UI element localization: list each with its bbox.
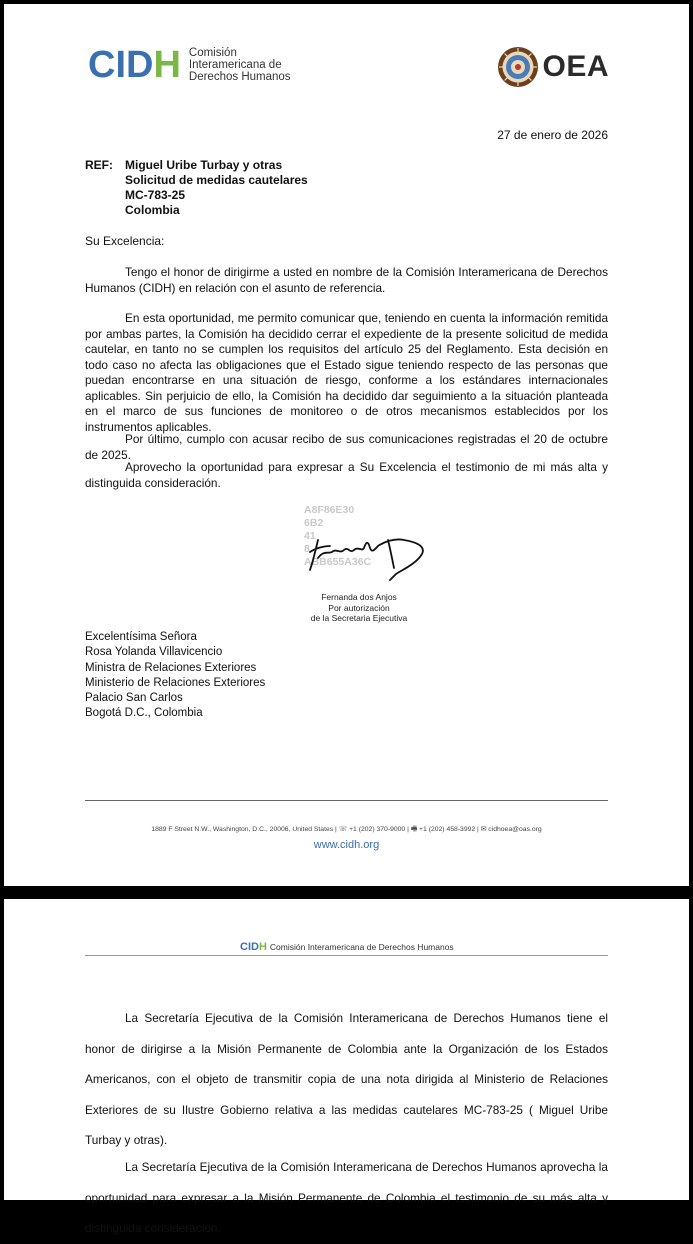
- cidh-logo-name-line: Interamericana de: [188, 59, 282, 71]
- cidh-logo-mark: CIDH: [88, 44, 181, 86]
- signature-hash-line: 41: [304, 530, 316, 542]
- letter-page-1: [4, 4, 689, 886]
- body-paragraph: Por último, cumplo con acusar recibo de sus comunicaciones registradas el 20 de octubre de 2025.: [85, 432, 608, 462]
- reference-line: MC-783-25: [125, 188, 186, 202]
- oea-logo-text: OEA: [542, 50, 609, 83]
- page2-header: [240, 941, 454, 953]
- reference-label: REF:: [85, 158, 113, 172]
- note-paragraph: La Secretaría Ejecutiva de la Comisión Interamericana de Derechos Humanos tiene el honor de dirigirse a la Misión Permanente de Colombia ante la Organización de los Estados Americanos, con el objeto de transmitir copia de una nota dirigida al Ministerio de Relaciones Exteriores de su Ilustre Gobierno relativa a las medidas cautelares MC-783-25 ( Miguel Uribe Turbay y otras).: [85, 1011, 608, 1147]
- reference-line: Miguel Uribe Turbay y otras: [125, 158, 283, 172]
- addressee-line: Rosa Yolanda Villavicencio: [85, 646, 223, 659]
- signer-name: Fernanda dos Anjos: [321, 592, 397, 602]
- addressee-line: Excelentísima Señora: [85, 631, 197, 643]
- reference-line: Solicitud de medidas cautelares: [125, 173, 308, 187]
- addressee-block: [85, 630, 265, 722]
- letter-date: 27 de enero de 2026: [497, 128, 608, 142]
- cidh-logo-mark-small: CIDH: [240, 941, 267, 953]
- salutation: Su Excelencia:: [85, 234, 165, 248]
- cidh-logo-name-line: Comisión: [188, 47, 237, 59]
- signature-caption: [294, 592, 424, 624]
- footer-divider: [85, 800, 608, 801]
- body-paragraph: Tengo el honor de dirigirme a usted en nombre de la Comisión Interamericana de Derechos Humanos (CIDH) en relación con el asunto de referencia.: [85, 265, 608, 295]
- body-paragraph: Aprovecho la oportunidad para expresar a Su Excelencia el testimonio de mi más alta y distinguida consideración.: [85, 460, 608, 490]
- signature-hash-line: 8: [304, 543, 310, 555]
- addressee-line: Ministerio de Relaciones Exteriores: [85, 676, 266, 689]
- body-paragraph: En esta oportunidad, me permito comunicar que, teniendo en cuenta la información remitida por ambas partes, la Comisión ha decidido cerrar el expediente de la presente solicitud de medida cautelar, en tanto no se cumplen los requisitos del artículo 25 del Reglamento. Esta decisión en todo caso no afecta las obligaciones que el Estado sigue teniendo respecto de las personas que puedan encontrarse en una situación de riesgo, conforme a los estándares internacionales aplicables. Sin perjuicio de ello, la Comisión ha decidido dar seguimiento a la situación planteada en el marco de sus funciones de monitoreo o de otros mecanismos establecidos por los instrumentos aplicables.: [85, 311, 608, 434]
- page2-header-text: Comisión Interamericana de Derechos Humanos: [269, 942, 454, 952]
- handwritten-signature: [304, 518, 434, 588]
- signature-hash-line: A8F86E30: [304, 504, 355, 516]
- reference-line: Colombia: [125, 203, 180, 217]
- signer-authority: Por autorización: [328, 602, 390, 613]
- cidh-logo-name-line: Derechos Humanos: [188, 71, 291, 83]
- cidh-logo: [88, 46, 291, 84]
- addressee-line: Palacio San Carlos: [85, 692, 183, 705]
- oea-logo: [497, 46, 609, 88]
- note-paragraph: La Secretaría Ejecutiva de la Comisión Interamericana de Derechos Humanos aprovecha la oportunidad para expresar a la Misión Permanente de Colombia el testimonio de su más alta y distinguida consideración.: [85, 1160, 608, 1235]
- addressee-line: Ministra de Relaciones Exteriores: [85, 661, 257, 674]
- addressee-line: Bogotá D.C., Colombia: [85, 707, 203, 720]
- signature-hash-line: ABB655A36C: [304, 556, 372, 568]
- signature-hash-line: 6B2: [304, 517, 324, 529]
- footer-address: 1889 F Street N.W., Washington, D.C., 20006, United States | ☏ +1 (202) 370-9000 | 🖷 +1 (202) 458-3992 | ✉ cidhoea@oas.org: [151, 826, 542, 833]
- signer-office: de la Secretaria Ejecutiva: [310, 613, 408, 623]
- oea-seal-icon: [497, 46, 539, 88]
- cidh-logo-name: [189, 47, 291, 83]
- letter-page-2: [4, 899, 689, 1235]
- footer-website-link[interactable]: www.cidh.org: [313, 839, 380, 851]
- page2-header-divider: [85, 955, 608, 956]
